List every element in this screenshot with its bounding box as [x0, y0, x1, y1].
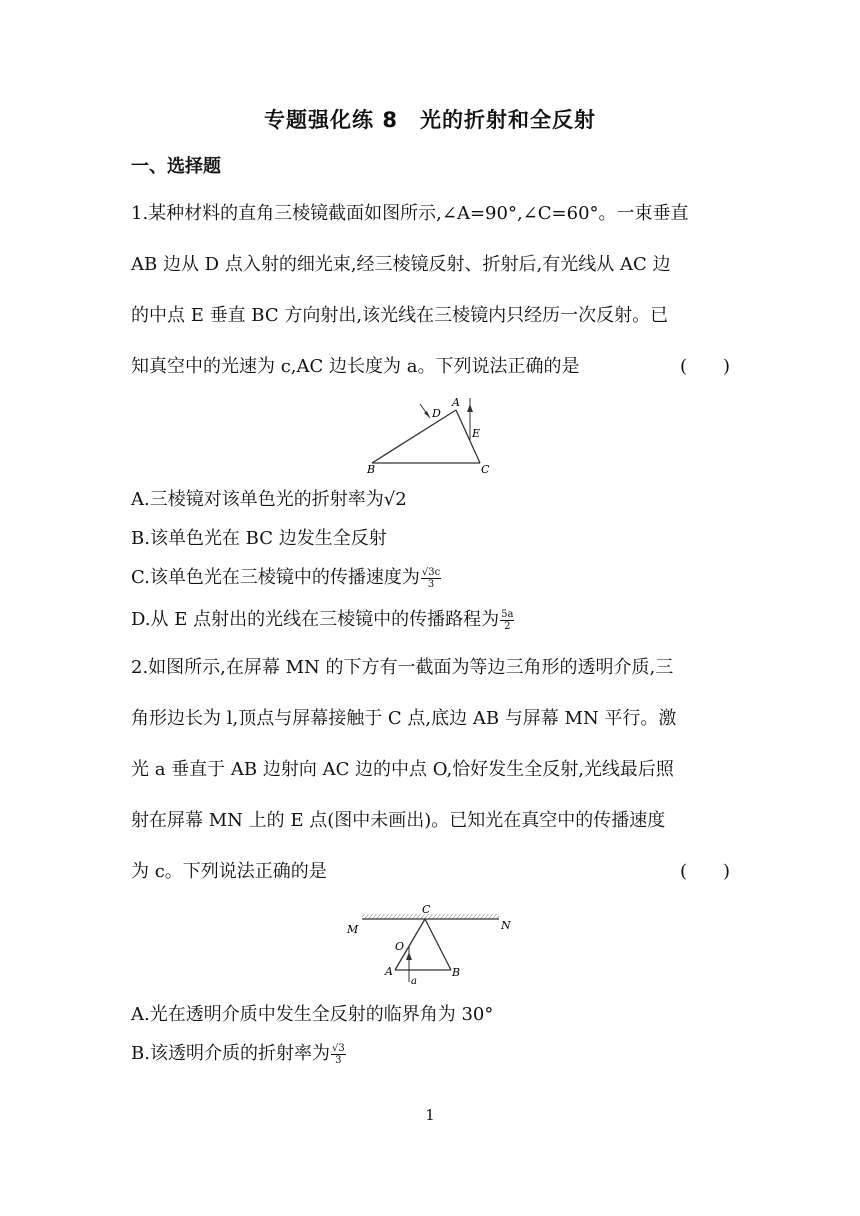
q1-line-4: 知真空中的光速为 c,AC 边长度为 a。下列说法正确的是 [131, 356, 580, 377]
q2-option-b-text: B.该透明介质的折射率为 [131, 1043, 330, 1064]
q1-option-d [131, 605, 514, 632]
q1-answer-paren: ( ) [679, 356, 730, 377]
label-D: D [432, 407, 441, 420]
q2-line-4: 射在屏幕 MN 上的 E 点(图中未画出)。已知光在真空中的传播速度 [131, 810, 666, 831]
q1-line-3: 的中点 E 垂直 BC 方向射出,该光线在三棱镜内只经历一次反射。已 [131, 305, 669, 326]
label-C: C [422, 903, 431, 916]
page-number: 1 [425, 1106, 435, 1124]
label-E: E [472, 427, 481, 440]
section-heading: 一、选择题 [131, 156, 221, 177]
fraction-denominator: 3 [427, 578, 435, 590]
page-title: 专题强化练 8 光的折射和全反射 [264, 108, 596, 132]
q1-line-1: 1.某种材料的直角三棱镜截面如图所示,∠A=90°,∠C=60°。一束垂直 [131, 203, 689, 224]
q1-option-d-fraction [500, 609, 514, 632]
q1-option-b: B.该单色光在 BC 边发生全反射 [131, 528, 387, 549]
q1-option-d-text: D.从 E 点射出的光线在三棱镜中的传播路程为 [131, 609, 500, 630]
fraction-numerator: √3 [331, 1042, 345, 1054]
label-N: N [501, 919, 511, 932]
laser-arrow [406, 952, 412, 960]
q2-line-3: 光 a 垂直于 AB 边射向 AC 边的中点 O,恰好发生全反射,光线最后照 [131, 759, 674, 780]
label-M: M [347, 923, 359, 936]
label-O: O [395, 940, 405, 953]
triangle-edge-cb [425, 919, 451, 970]
fraction-denominator: 3 [335, 1054, 342, 1066]
fraction-numerator: √3c [421, 566, 441, 578]
prism-edge-ab [372, 410, 456, 463]
q1-option-c-fraction [421, 567, 441, 590]
fraction-denominator: 2 [504, 620, 511, 632]
fraction-numerator: 5a [501, 608, 514, 620]
q2-line-1: 2.如图所示,在屏幕 MN 的下方有一截面为等边三角形的透明介质,三 [131, 657, 674, 678]
incident-arrow [424, 411, 430, 418]
label-B: B [452, 966, 461, 979]
q1-option-a: A.三棱镜对该单色光的折射率为√2 [131, 489, 407, 510]
q1-figure [360, 396, 500, 474]
label-C: C [481, 463, 490, 474]
q1-option-c-text: C.该单色光在三棱镜中的传播速度为 [131, 567, 420, 588]
q2-line-2: 角形边长为 l,顶点与屏幕接触于 C 点,底边 AB 与屏幕 MN 平行。激 [131, 708, 677, 729]
q2-line-5: 为 c。下列说法正确的是 [131, 861, 327, 882]
screen-hatching [362, 914, 499, 919]
q2-figure [340, 900, 530, 990]
q1-line-2: AB 边从 D 点入射的细光束,经三棱镜反射、折射后,有光线从 AC 边 [131, 254, 671, 275]
label-A: A [452, 396, 460, 409]
q2-answer-paren: ( ) [679, 861, 730, 882]
label-A: A [385, 965, 393, 978]
exit-arrow [467, 404, 473, 412]
q2-option-a: A.光在透明介质中发生全反射的临界角为 30° [131, 1004, 494, 1025]
label-a: a [411, 976, 417, 987]
q2-option-b [131, 1039, 346, 1066]
q2-option-b-fraction [331, 1043, 346, 1066]
q1-option-c [131, 563, 441, 590]
label-B: B [367, 463, 376, 474]
